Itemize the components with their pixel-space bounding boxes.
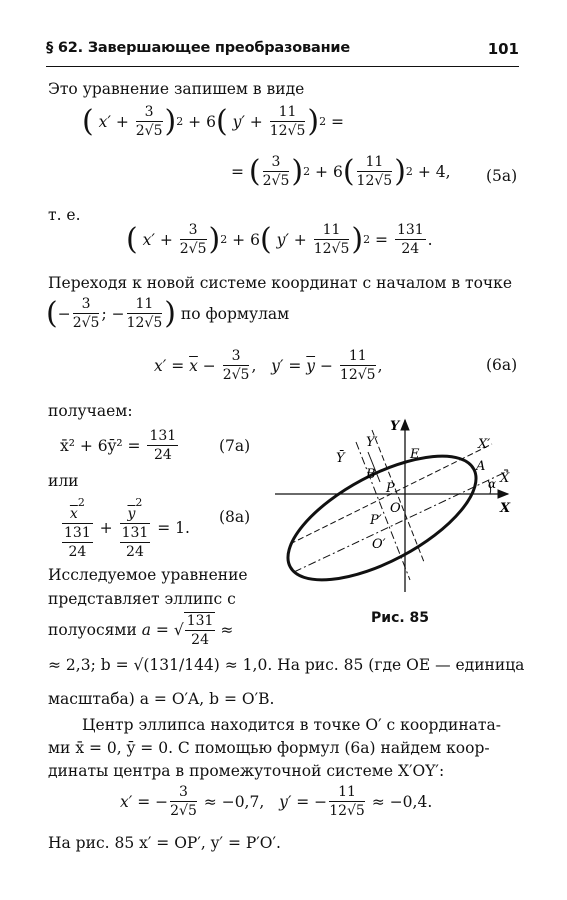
equation-tag-5a: (5a)	[486, 167, 518, 185]
center-text-1: Центр эллипса находится в точке O′ с координата-	[82, 716, 501, 734]
svg-text:Y′: Y′	[366, 435, 378, 450]
center-text-3: динаты центра в промежуточной системе X′OY′:	[48, 762, 445, 780]
scale-line: масштаба) a = O′A, b = O′B.	[48, 690, 275, 708]
svg-text:O′: O′	[372, 537, 386, 552]
svg-text:Y: Y	[390, 419, 400, 434]
svg-text:α: α	[488, 477, 497, 491]
equation-tag-8a: (8a)	[219, 508, 251, 526]
page-number: 101	[487, 40, 519, 58]
svg-text:O: O	[390, 501, 401, 516]
intro-text: Это уравнение запишем в виде	[48, 80, 305, 98]
section-header: § 62. Завершающее преобразование	[46, 40, 350, 56]
semi-axis-a: полуосями a = √ $\frac{131}{24}$ ≈	[48, 613, 234, 648]
transition-text-1: Переходя к новой системе координат с началом в точке	[48, 274, 513, 292]
svg-text:A: A	[476, 459, 486, 474]
center-text-2: ми x̄ = 0, ȳ = 0. С помощью формул (6a) найдем коор-	[48, 739, 490, 757]
figure-85	[270, 412, 520, 602]
svg-text:X: X	[500, 501, 511, 516]
continuation-line: ≈ 2,3; b = √(131/144) ≈ 1,0. На рис. 85 (где OE — единица	[48, 656, 525, 674]
svg-text:B: B	[366, 467, 376, 482]
svg-text:E: E	[410, 447, 420, 462]
x-axis-arrow	[498, 490, 508, 498]
final-line: На рис. 85 x′ = OP′, y′ = P′O′.	[48, 834, 281, 852]
figure-caption: Рис. 85	[371, 610, 430, 626]
y-axis-arrow	[401, 420, 409, 430]
equation-line-1: ( x′ + $\frac{3}{2√5}$ ) 2 + 6 ( y′ + $\frac{11}{12√5}$ ) 2 =	[82, 103, 345, 139]
equation-8a: $\frac{\overline{x}^2}{\frac{131}{24}}$ + $\frac{\overline{y}^2}{\frac{131}{24}}$ = 1.	[64, 496, 190, 560]
issl-text-1: Исследуемое уравнение	[48, 566, 248, 584]
center-coordinates: x′ = − $\frac{3}{2√5}$ ≈ −0,7, y′ = − $\frac{11}{12√5}$ ≈ −0,4.	[120, 784, 433, 819]
svg-text:Ȳ: Ȳ	[336, 451, 345, 466]
equation-line-3: ( x′ + $\frac{3}{2√5}$ ) 2 + 6 ( y′ + $\frac{11}{12√5}$ ) 2 = $\frac{131}{24}$ .	[126, 221, 433, 257]
equation-line-2: = ( $\frac{3}{2√5}$ ) 2 + 6 ( $\frac{11}{12√5}$ ) 2 + 4,	[231, 153, 451, 189]
svg-text:P: P	[386, 481, 395, 496]
svg-text:X̄: X̄	[500, 471, 510, 486]
header-rule	[46, 66, 519, 67]
ellipse	[270, 431, 497, 602]
equation-tag-7a: (7a)	[219, 437, 251, 455]
te-text: т. е.	[48, 206, 81, 224]
equation-tag-6a: (6a)	[486, 356, 518, 374]
issl-text-2: представляет эллипс с	[48, 590, 236, 608]
equation-7a: x̄² + 6ȳ² = $\frac{131}{24}$	[60, 428, 177, 463]
equation-6a: x′ = $\overline{x}$ − $\frac{3}{2√5}$ , y′ = $\overline{y}$ − $\frac{11}{12√5}$ ,	[154, 348, 383, 383]
ili-text: или	[48, 472, 79, 490]
svg-text:X′: X′	[478, 437, 491, 452]
poluchaem-text: получаем:	[48, 402, 133, 420]
origin-point: ( − $\frac{3}{2√5}$ ; − $\frac{11}{12√5}$ ) по формулам	[46, 295, 290, 331]
svg-text:P′: P′	[370, 513, 382, 528]
